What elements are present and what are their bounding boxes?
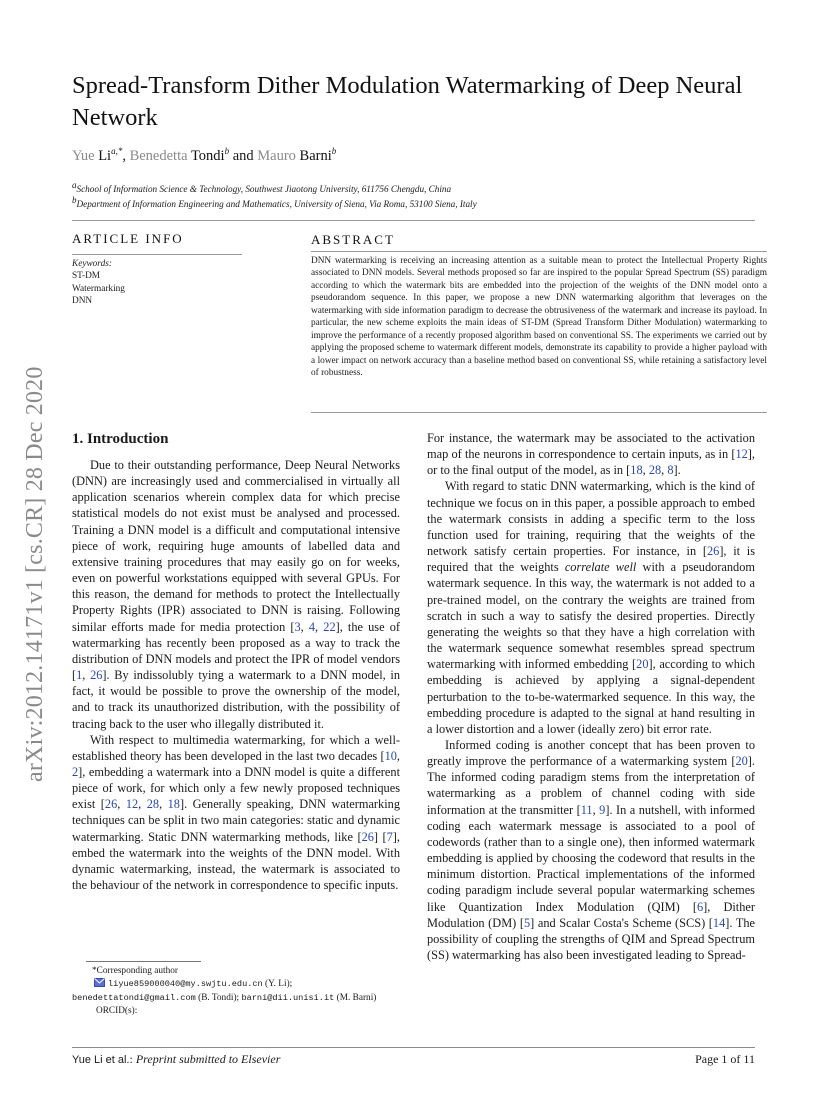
article-info-rule <box>72 254 242 255</box>
keywords-label: Keywords: <box>72 259 112 269</box>
page-number: Page 1 of 11 <box>695 1052 755 1066</box>
citation-link[interactable]: 7 <box>386 829 393 844</box>
affiliation-a: $^a$School of Information Science & Technology, Southwest Jiaotong University, 611756 Chengdu, China <box>72 180 452 195</box>
footnote-rule <box>86 961 201 962</box>
left-column <box>72 457 400 893</box>
keyword-item: DNN <box>72 295 93 306</box>
abstract-heading: ABSTRACT <box>311 232 395 247</box>
citation-link[interactable]: 2 <box>72 764 79 779</box>
affiliation-b: $^b$Department of Information Engineering and Mathematics, University of Siena, Via Roma, 53100 Siena, Italy <box>72 195 477 210</box>
citation-link[interactable]: 4 <box>308 619 316 634</box>
citation-link[interactable]: 6 <box>696 899 704 914</box>
citation-link[interactable]: 20 <box>735 754 748 769</box>
header-divider <box>72 220 755 221</box>
abstract-text: DNN watermarking is receiving an increasing attention as a suitable mean to protect the Intellectual Property Rights associated to DNN models. Several methods proposed so far are inspired to the popular Spread Spectrum (SS) paradigm according to which the watermark bits are embedded into the projection of the weights of the DNN model onto a pseudorandom sequence. In this paper, we propose a new DNN watermarking algorithm that leverages on the watermarking with side information paradigm to decrease the obtrusiveness of the watermark and increase its payload. In particular, the new scheme exploits the main ideas of ST-DM (Spread Transform Dither Modulation) watermarking to improve the performance of a recently proposed algorithm based on conventional SS. The experiments we carried out by applying the proposed scheme to watermark different models, demonstrate its capability to provide a higher payload with a lower impact on network accuracy than a baseline method based on conventional SS, while retaining a satisfactory level of robustness. <box>311 256 767 379</box>
citation-link[interactable]: 1 <box>76 668 83 683</box>
email-link[interactable]: liyue859000040@my.swjtu.edu.cn <box>108 979 263 990</box>
right-column <box>427 430 755 963</box>
corresponding-author-note: *Corresponding author <box>92 966 178 976</box>
citation-link[interactable]: 12 <box>125 797 139 812</box>
paragraph: Due to their outstanding performance, Deep Neural Networks (DNN) are increasingly used and commercialised in virtually all application scenarios wherein complex data for which precise statistical models do not exist must be analysed and processed. Training a DNN model is a difficult and computational intensive piece of work, requiring huge amounts of labelled data and extensive training procedures that may easily go on for weeks, even on powerful workstations equipped with several GPUs. For this reason, the demand for methods to protect the Intellectually Property Rights (IPR) associated to DNN is raising. Following similar efforts made for media protection [3, 4, 22], the use of watermarking has recently been proposed as a way to track the distribution of DNN models and protect the IPR of model vendors [1, 26]. By indissolubly tying a watermark to a DNN model, in fact, it would be possible to prove the ownership of the model, and to track its unauthorized distribution, with the possibility of tracing back to the user who illegally distributed it. <box>72 458 401 731</box>
footer-rule <box>72 1047 755 1048</box>
citation-link[interactable]: 26 <box>104 797 118 812</box>
citation-link[interactable]: 8 <box>667 463 674 478</box>
citation-link[interactable]: 12 <box>735 447 748 462</box>
paragraph: Informed coding is another concept that has been proven to greatly improve the performance of a watermarking system [20]. The informed coding paradigm stems from the interpretation of watermarking as a problem of channel coding with side information at the transmitter [11, 9]. In a nutshell, with informed coding each watermark message is associated to a pool of codewords (rather than to a single one), then informed watermark embedding is applied by choosing the codeword that results in the minimum distortion. Practical implementations of the informed coding paradigm include several popular watermarking schemes like Quantization Index Modulation (QIM) [6], Dither Modulation (DM) [5] and Scalar Costa's Scheme (SCS) [14]. The possibility of coupling the strengths of QIM and Spread Spectrum (SS) watermarking has also been investigated leading to Spread- <box>427 737 756 962</box>
paragraph: With regard to static DNN watermarking, which is the kind of technique we focus on in this paper, a possible approach to embed the watermark consists in adding a specific term to the loss function used for training, requiring that the weights of the network satisfy certain properties. For instance, in [26], it is required that the weights correlate well with a pseudorandom watermark sequence. In this way, the watermark is not added to a pre-trained model, on the contrary the weights are trained from scratch in such a way to satisfy the desired properties. Directly generating the weights so that they have a high correlation with the watermark sequence somewhat resembles spread spectrum watermarking with informed embedding [20], according to which embedding is achieved by applying a signal-dependent perturbation to the to-be-watermarked sequence. In this way, the embedding procedure is adapted to the signal at hand resulting in a lower distortion and a lower (ideally zero) bit error rate. <box>427 479 756 736</box>
keywords-block <box>72 258 125 307</box>
email-link[interactable]: barni@dii.unisi.it <box>241 992 335 1003</box>
abstract-top-rule <box>311 251 767 252</box>
citation-link[interactable]: 11 <box>580 802 593 817</box>
author-2[interactable]: Benedetta Tondi$^b$ <box>129 146 230 164</box>
citation-link[interactable]: 18 <box>167 797 180 812</box>
citation-link[interactable]: 26 <box>706 544 720 559</box>
author-3[interactable]: Mauro Barni$^b$ <box>257 146 337 164</box>
email-line-2: benedettatondi@gmail.com (B. Tondi); barni@dii.unisi.it (M. Barni) <box>72 992 377 1003</box>
author-1[interactable]: Yue $Li^{a,*}$ <box>72 146 123 164</box>
paragraph: For instance, the watermark may be associated to the activation map of the neurons in correspondence to certain inputs, as in [12], or to the final output of the model, as in [18, 28, 8]. <box>427 431 755 478</box>
citation-link[interactable]: 14 <box>712 915 726 930</box>
article-info-heading: ARTICLE INFO <box>72 231 184 246</box>
citation-link[interactable]: 20 <box>636 657 649 672</box>
citation-link[interactable]: 28 <box>648 463 662 478</box>
footer-citation: Yue Li et al.: Preprint submitted to Elsevier <box>72 1052 281 1066</box>
email-line-1: liyue859000040@my.swjtu.edu.cn (Y. Li); <box>72 978 402 991</box>
citation-link[interactable]: 3 <box>294 619 301 634</box>
citation-link[interactable]: 22 <box>323 619 336 634</box>
keyword-item: Watermarking <box>72 283 125 294</box>
envelope-icon <box>94 978 105 987</box>
citation-link[interactable]: 26 <box>90 668 103 683</box>
email-link[interactable]: benedettatondi@gmail.com <box>72 992 196 1003</box>
keyword-item: ST-DM <box>72 271 101 282</box>
citation-link[interactable]: 26 <box>361 829 374 844</box>
citation-link[interactable]: 28 <box>146 797 160 812</box>
paragraph: With respect to multimedia watermarking, for which a well-established theory has been developed in the last two decades [10, 2], embedding a watermark into a DNN model is quite a different piece of work, for which only a few newly proposed techniques exist [26, 12, 28, 18]. Generally speaking, DNN watermarking techniques can be split in two main categories: static and dynamic watermarking. Static DNN watermarking methods, like [26] [7], embed the watermark into the weights of the DNN model. With dynamic watermarking, instead, the watermark is associated to the behaviour of the network in correspondence to specific inputs. <box>72 732 400 893</box>
author-list: Yue $Li^{a,*}$, Benedetta Tondi$^b$ and Mauro Barni$^b$ <box>72 146 337 164</box>
arxiv-identifier-stamp: arXiv:2012.14171v1 [cs.CR] 28 Dec 2020 <box>22 366 48 782</box>
paper-title: Spread-Transform Dither Modulation Watermarking of Deep Neural Network <box>72 72 743 131</box>
citation-link[interactable]: 10 <box>384 748 397 763</box>
citation-link[interactable]: 18 <box>630 463 643 478</box>
citation-link[interactable]: 5 <box>523 915 531 930</box>
citation-link[interactable]: 9 <box>599 802 606 817</box>
footnotes <box>72 965 402 1018</box>
abstract-bottom-rule <box>311 412 767 413</box>
section-heading-introduction: 1. Introduction <box>72 431 169 447</box>
orcid-line: ORCID(s): <box>96 1005 138 1016</box>
